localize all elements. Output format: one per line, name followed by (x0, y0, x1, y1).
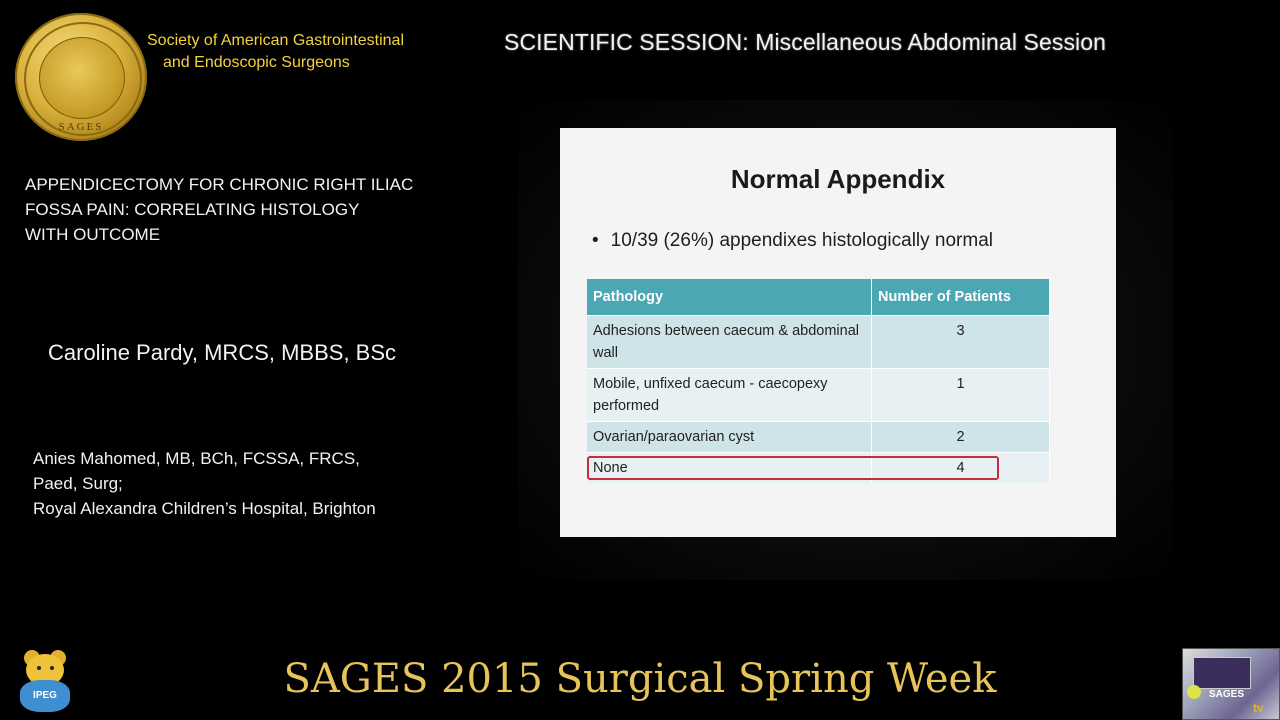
count-cell: 4 (872, 453, 1050, 484)
table-row (587, 369, 1050, 422)
bullet-icon: • (592, 230, 599, 251)
slide-title: Normal Appendix (730, 164, 946, 194)
seal-emblem (39, 37, 125, 119)
conference-title: SAGES 2015 Surgical Spring Week (283, 656, 997, 702)
presentation-slide (560, 128, 1116, 537)
pathology-cell: None (587, 453, 872, 484)
pathology-cell: Mobile, unfixed caecum - caecopexy performed (587, 369, 872, 422)
ipeg-bear-logo (6, 650, 78, 716)
session-title: SCIENTIFIC SESSION: Miscellaneous Abdominal Session (504, 29, 1107, 55)
org-line-2: and Endoscopic Surgeons (163, 54, 350, 71)
talk-title (25, 172, 485, 247)
pathology-table (587, 279, 1050, 483)
authors (33, 446, 473, 521)
slide-bullet (592, 230, 993, 252)
count-cell: 2 (872, 422, 1050, 453)
tv-suffix: tv (1253, 701, 1264, 715)
bear-eye (50, 666, 54, 670)
talk-title-line: APPENDICECTOMY FOR CHRONIC RIGHT ILIAC (25, 175, 414, 194)
table-row (587, 316, 1050, 369)
seal-text: SAGES (58, 121, 104, 133)
bear-eye (37, 666, 41, 670)
talk-title-line: WITH OUTCOME (25, 225, 161, 244)
count-cell: 1 (872, 369, 1050, 422)
organization-name (147, 30, 447, 74)
count-cell: 3 (872, 316, 1050, 369)
bullet-text: 10/39 (26%) appendixes histologically normal (610, 230, 993, 251)
tennis-ball-icon (1187, 685, 1201, 699)
column-header-count: Number of Patients (872, 279, 1050, 316)
ipeg-label: IPEG (33, 690, 57, 701)
author-line: Anies Mahomed, MB, BCh, FCSSA, FRCS, (33, 449, 360, 468)
highlight-box (587, 456, 999, 480)
tv-label: SAGES (1209, 689, 1245, 700)
pathology-cell: Ovarian/paraovarian cyst (587, 422, 872, 453)
column-header-pathology: Pathology (587, 279, 872, 316)
tv-screen (1193, 657, 1251, 689)
author-line: Paed, Surg; (33, 474, 123, 493)
sages-tv-logo (1182, 648, 1280, 720)
table-header-row (587, 279, 1050, 316)
table-row (587, 422, 1050, 453)
org-line-1: Society of American Gastrointestinal (147, 32, 405, 49)
talk-title-line: FOSSA PAIN: CORRELATING HISTOLOGY (25, 200, 360, 219)
presenter-name: Caroline Pardy, MRCS, MBBS, BSc (48, 340, 397, 365)
sages-seal-logo (15, 13, 147, 141)
pathology-cell: Adhesions between caecum & abdominal wall (587, 316, 872, 369)
author-line: Royal Alexandra Children’s Hospital, Brighton (33, 499, 376, 518)
